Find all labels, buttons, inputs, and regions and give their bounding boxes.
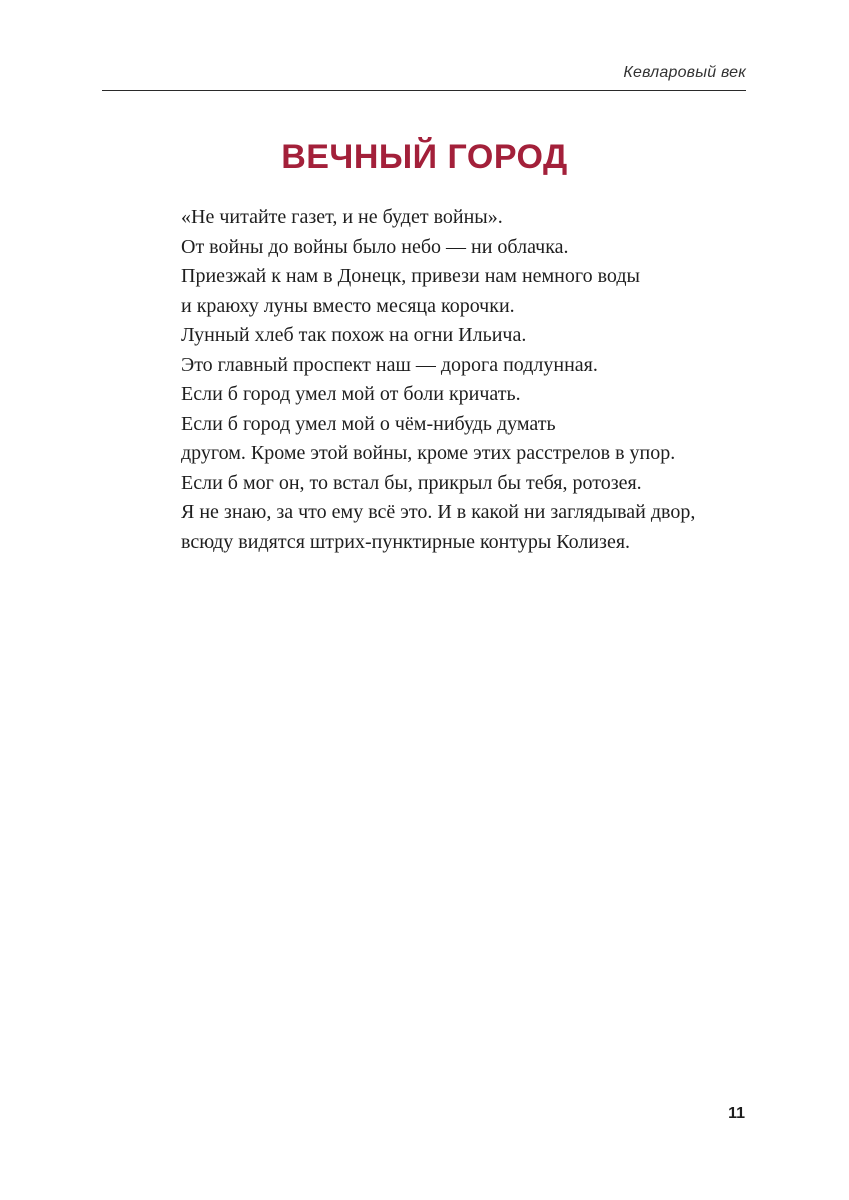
poem-title: ВЕЧНЫЙ ГОРОД <box>281 138 568 176</box>
poem-body <box>181 203 761 557</box>
poem-line: От войны до войны было небо — ни облачка. <box>181 235 569 258</box>
poem-line: всюду видятся штрих-пунктирные контуры Колизея. <box>181 530 631 553</box>
poem-line: Приезжай к нам в Донецк, привези нам немного воды <box>181 265 640 287</box>
poem-line: и краюху луны вместо месяца корочки. <box>181 294 515 317</box>
poem-line: другом. Кроме этой войны, кроме этих расстрелов в упор. <box>181 442 676 464</box>
page-number: 11 <box>728 1105 745 1122</box>
poem-line: Если б город умел мой о чём-нибудь думать <box>181 412 556 435</box>
poem-line: Это главный проспект наш — дорога подлунная. <box>181 353 598 376</box>
poem-line: Если б мог он, то встал бы, прикрыл бы тебя, ротозея. <box>181 471 642 494</box>
running-title: Кевларовый век <box>623 64 746 81</box>
poem-line: Лунный хлеб так похож на огни Ильича. <box>181 324 527 346</box>
poem-line: «Не читайте газет, и не будет войны». <box>181 206 503 228</box>
running-header <box>102 62 746 91</box>
poem-line: Если б город умел мой от боли кричать. <box>181 383 521 405</box>
poem-line: Я не знаю, за что ему всё это. И в какой ни заглядывай двор, <box>181 501 696 523</box>
